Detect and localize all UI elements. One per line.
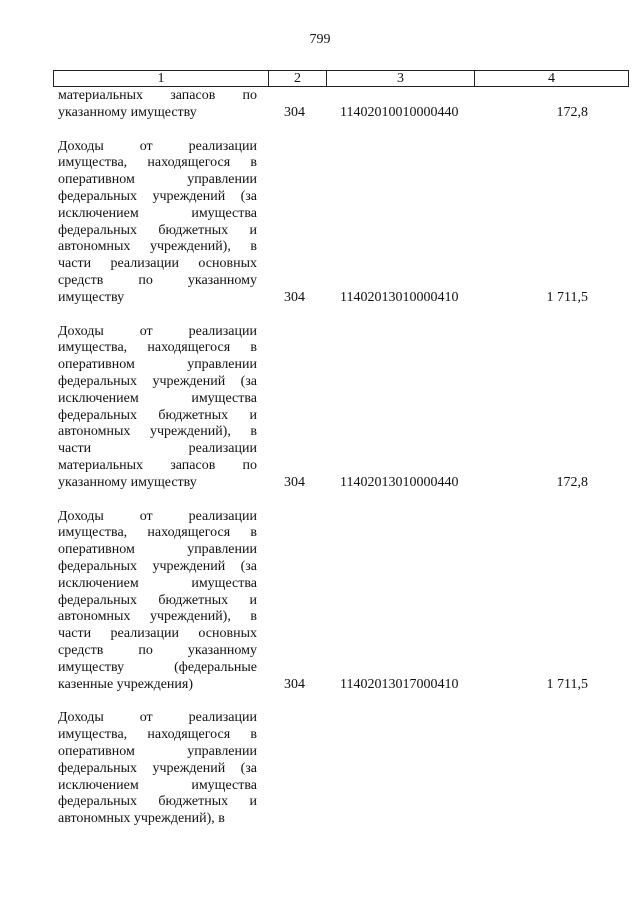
description-line: автономных учреждений), в <box>58 239 257 255</box>
description-line: Доходы от реализации <box>58 710 257 726</box>
description-line: материальных запасов по <box>58 88 257 103</box>
description-line: федеральных бюджетных и <box>58 592 257 608</box>
description-line: федеральных бюджетных и <box>58 222 257 238</box>
header-col-1: 1 <box>157 71 165 86</box>
header-col-3: 3 <box>326 71 474 86</box>
description-line: Доходы от реализации <box>58 138 257 154</box>
row-code: 304 <box>284 104 305 120</box>
description-line: указанному имуществу <box>58 104 197 120</box>
row-code: 304 <box>284 474 305 490</box>
row-description <box>58 324 257 492</box>
description-line: части реализации <box>58 441 257 457</box>
description-line: казенные учреждения) <box>58 676 194 692</box>
description-line: федеральных бюджетных и <box>58 407 257 423</box>
description-line: федеральных учреждений (за <box>58 558 257 574</box>
description-line: имущества, находящегося в <box>58 525 257 541</box>
row-description <box>58 509 257 694</box>
description-line: автономных учреждений), в <box>58 609 257 625</box>
description-line: исключением имущества <box>58 390 257 406</box>
row-description <box>58 88 257 122</box>
table-row <box>0 509 640 694</box>
table-header <box>53 70 629 87</box>
description-line: имуществу <box>58 289 125 305</box>
description-line: имущества, находящегося в <box>58 727 257 743</box>
row-description <box>58 139 257 307</box>
page-number: 799 <box>309 32 331 47</box>
description-line: указанному имуществу <box>58 474 197 490</box>
description-line: исключением имущества <box>58 575 257 591</box>
row-amount: 172,8 <box>556 104 588 120</box>
description-line: Доходы от реализации <box>58 508 257 524</box>
description-line: автономных учреждений), в <box>58 424 257 440</box>
description-line: автономных учреждений), в <box>58 811 225 827</box>
header-col-4: 4 <box>474 71 628 86</box>
table-row <box>0 88 640 122</box>
description-line: имуществу (федеральные <box>58 659 257 675</box>
description-line: оперативном управлении <box>58 743 257 759</box>
description-line: исключением имущества <box>58 777 257 793</box>
row-kbk: 11402013017000410 <box>340 676 459 692</box>
table-row <box>0 324 640 492</box>
description-line: части реализации основных <box>58 256 257 272</box>
table-row <box>0 139 640 307</box>
description-line: имущества, находящегося в <box>58 340 257 356</box>
description-line: части реализации основных <box>58 626 257 642</box>
description-line: Доходы от реализации <box>58 323 257 339</box>
header-col-2: 2 <box>268 71 326 86</box>
description-line: оперативном управлении <box>58 172 257 188</box>
description-line: материальных запасов по <box>58 457 257 473</box>
description-line: оперативном управлении <box>58 542 257 558</box>
table-row <box>0 710 640 828</box>
row-amount: 1 711,5 <box>546 676 588 692</box>
description-line: федеральных учреждений (за <box>58 188 257 204</box>
row-code: 304 <box>284 289 305 305</box>
description-line: федеральных учреждений (за <box>58 760 257 776</box>
row-amount: 172,8 <box>556 474 588 490</box>
row-kbk: 11402010010000440 <box>340 104 459 120</box>
row-kbk: 11402013010000410 <box>340 289 459 305</box>
row-kbk: 11402013010000440 <box>340 474 459 490</box>
description-line: средств по указанному <box>58 642 257 658</box>
row-description <box>58 710 257 828</box>
row-code: 304 <box>284 676 305 692</box>
description-line: федеральных бюджетных и <box>58 794 257 810</box>
description-line: имущества, находящегося в <box>58 155 257 171</box>
description-line: средств по указанному <box>58 272 257 288</box>
row-amount: 1 711,5 <box>546 289 588 305</box>
description-line: федеральных учреждений (за <box>58 373 257 389</box>
description-line: исключением имущества <box>58 205 257 221</box>
description-line: оперативном управлении <box>58 357 257 373</box>
